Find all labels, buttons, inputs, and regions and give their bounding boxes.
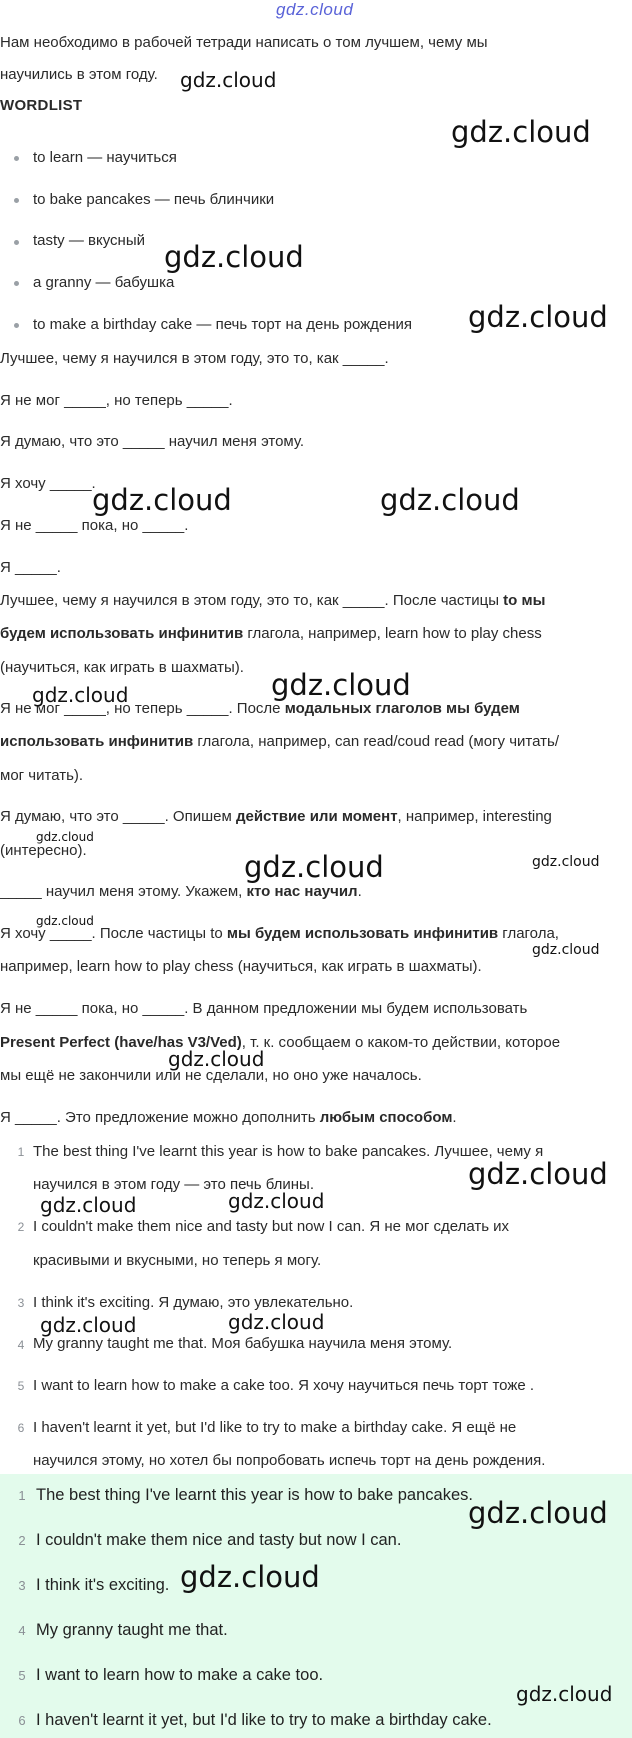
final-answer: I think it's exciting. [36, 1576, 170, 1594]
watermark: gdz.cloud [168, 1047, 265, 1071]
intro-line-2: научились в этом году. [0, 66, 158, 83]
watermark: gdz.cloud [451, 115, 591, 149]
watermark: gdz.cloud [32, 683, 129, 707]
final-answer-number: 2 [18, 1533, 26, 1548]
final-answer: My granny taught me that. [36, 1621, 228, 1639]
watermark: gdz.cloud [228, 1310, 325, 1334]
wordlist-item: a granny — бабушка [33, 274, 175, 291]
explanation-2-line-2: использовать инфинитив глагола, например, can read/coud read (могу читать/ [0, 733, 559, 750]
answer-line: The best thing I've learnt this year is how to bake pancakes. Лучшее, чему я [33, 1143, 544, 1160]
answer-line: научился в этом году — это печь блины. [33, 1176, 315, 1193]
answer-line: красивыми и вкусными, но теперь я могу. [33, 1252, 322, 1269]
watermark: gdz.cloud [180, 68, 277, 92]
watermark: gdz.cloud [468, 300, 608, 334]
final-answer-number: 1 [18, 1488, 26, 1503]
answer-line: I want to learn how to make a cake too. Я хочу научиться печь торт тоже . [33, 1377, 535, 1394]
watermark: gdz.cloud [380, 483, 520, 517]
wordlist-heading: WORDLIST [0, 97, 83, 114]
explanation-7: Я _____. Это предложение можно дополнить любым способом. [0, 1109, 457, 1126]
frame-sentence: Лучшее, чему я научился в этом году, это то, как _____. [0, 350, 389, 367]
explanation-2-line-3: мог читать). [0, 767, 84, 784]
watermark: gdz.cloud [468, 1157, 608, 1191]
final-answer-number: 5 [18, 1668, 26, 1683]
intro-line-1: Нам необходимо в рабочей тетради написать о том лучшем, чему мы [0, 34, 488, 51]
bullet-icon [14, 323, 19, 328]
answer-number: 1 [17, 1145, 25, 1159]
frame-sentence: Я хочу _____. [0, 475, 96, 492]
watermark: gdz.cloud [40, 1313, 137, 1337]
explanation-5-line-1: Я хочу _____. После частицы to мы будем использовать инфинитив глагола, [0, 925, 559, 942]
explanation-5-line-2: например, learn how to play chess (научиться, как играть в шахматы). [0, 958, 482, 975]
explanation-1-line-2: будем использовать инфинитив глагола, например, learn how to play chess [0, 625, 542, 642]
final-answer: The best thing I've learnt this year is how to bake pancakes. [36, 1486, 473, 1504]
watermark: gdz.cloud [532, 942, 600, 958]
frame-sentence: Я _____. [0, 559, 61, 576]
answer-line: научился этому, но хотел бы попробовать испечь торт на день рождения. [33, 1452, 546, 1469]
frame-sentence: Я не _____ пока, но _____. [0, 517, 189, 534]
final-answer-number: 6 [18, 1713, 26, 1728]
wordlist-item: to learn — научиться [33, 149, 177, 166]
watermark: gdz.cloud [180, 1560, 320, 1594]
watermark: gdz.cloud [228, 1189, 325, 1213]
explanation-2-line-1: Я не мог _____, но теперь _____. После модальных глаголов мы будем [0, 700, 520, 717]
final-answer: I want to learn how to make a cake too. [36, 1666, 324, 1684]
answer-line: I think it's exciting. Я думаю, это увлекательно. [33, 1294, 354, 1311]
answer-line: I couldn't make them nice and tasty but now I can. Я не мог сделать их [33, 1218, 510, 1235]
site-logo-watermark: gdz.cloud [276, 0, 354, 19]
answer-line: I haven't learnt it yet, but I'd like to try to make a birthday cake. Я ещё не [33, 1419, 517, 1436]
watermark: gdz.cloud [244, 850, 384, 884]
explanation-1-line-1: Лучшее, чему я научился в этом году, это то, как _____. После частицы to мы [0, 592, 546, 609]
frame-sentence: Я не мог _____, но теперь _____. [0, 392, 233, 409]
explanation-6-line-3: мы ещё не закончили или не сделали, но оно уже началось. [0, 1067, 422, 1084]
answer-number: 5 [17, 1379, 25, 1393]
bullet-icon [14, 281, 19, 286]
final-answer-number: 3 [18, 1578, 26, 1593]
answer-number: 4 [17, 1338, 25, 1352]
watermark: gdz.cloud [40, 1193, 137, 1217]
watermark: gdz.cloud [516, 1682, 613, 1706]
explanation-4: _____ научил меня этому. Укажем, кто нас научил. [0, 883, 362, 900]
watermark: gdz.cloud [92, 483, 232, 517]
watermark: gdz.cloud [468, 1496, 608, 1530]
answer-number: 6 [17, 1421, 25, 1435]
final-answer: I haven't learnt it yet, but I'd like to try to make a birthday cake. [36, 1711, 492, 1729]
explanation-3-line-1: Я думаю, что это _____. Опишем действие или момент, например, interesting [0, 808, 552, 825]
explanation-6-line-2: Present Perfect (have/has V3/Ved), т. к. сообщаем о каком-то действии, которое [0, 1034, 561, 1051]
answer-line: My granny taught me that. Моя бабушка научила меня этому. [33, 1335, 453, 1352]
wordlist-item: tasty — вкусный [33, 232, 145, 249]
wordlist-item: to bake pancakes — печь блинчики [33, 191, 275, 208]
bullet-icon [14, 240, 19, 245]
wordlist-item: to make a birthday cake — печь торт на день рождения [33, 316, 413, 333]
watermark: gdz.cloud [36, 914, 94, 928]
watermark: gdz.cloud [164, 240, 304, 274]
bullet-icon [14, 156, 19, 161]
bullet-icon [14, 198, 19, 203]
answer-number: 3 [17, 1296, 25, 1310]
final-answer: I couldn't make them nice and tasty but now I can. [36, 1531, 402, 1549]
explanation-6-line-1: Я не _____ пока, но _____. В данном предложении мы будем использовать [0, 1000, 528, 1017]
explanation-1-line-3: (научиться, как играть в шахматы). [0, 659, 244, 676]
watermark: gdz.cloud [36, 830, 94, 844]
answer-number: 2 [17, 1220, 25, 1234]
frame-sentence: Я думаю, что это _____ научил меня этому. [0, 433, 305, 450]
watermark: gdz.cloud [271, 668, 411, 702]
explanation-3-line-2: (интересно). [0, 842, 87, 859]
final-answer-number: 4 [18, 1623, 26, 1638]
watermark: gdz.cloud [532, 854, 600, 870]
